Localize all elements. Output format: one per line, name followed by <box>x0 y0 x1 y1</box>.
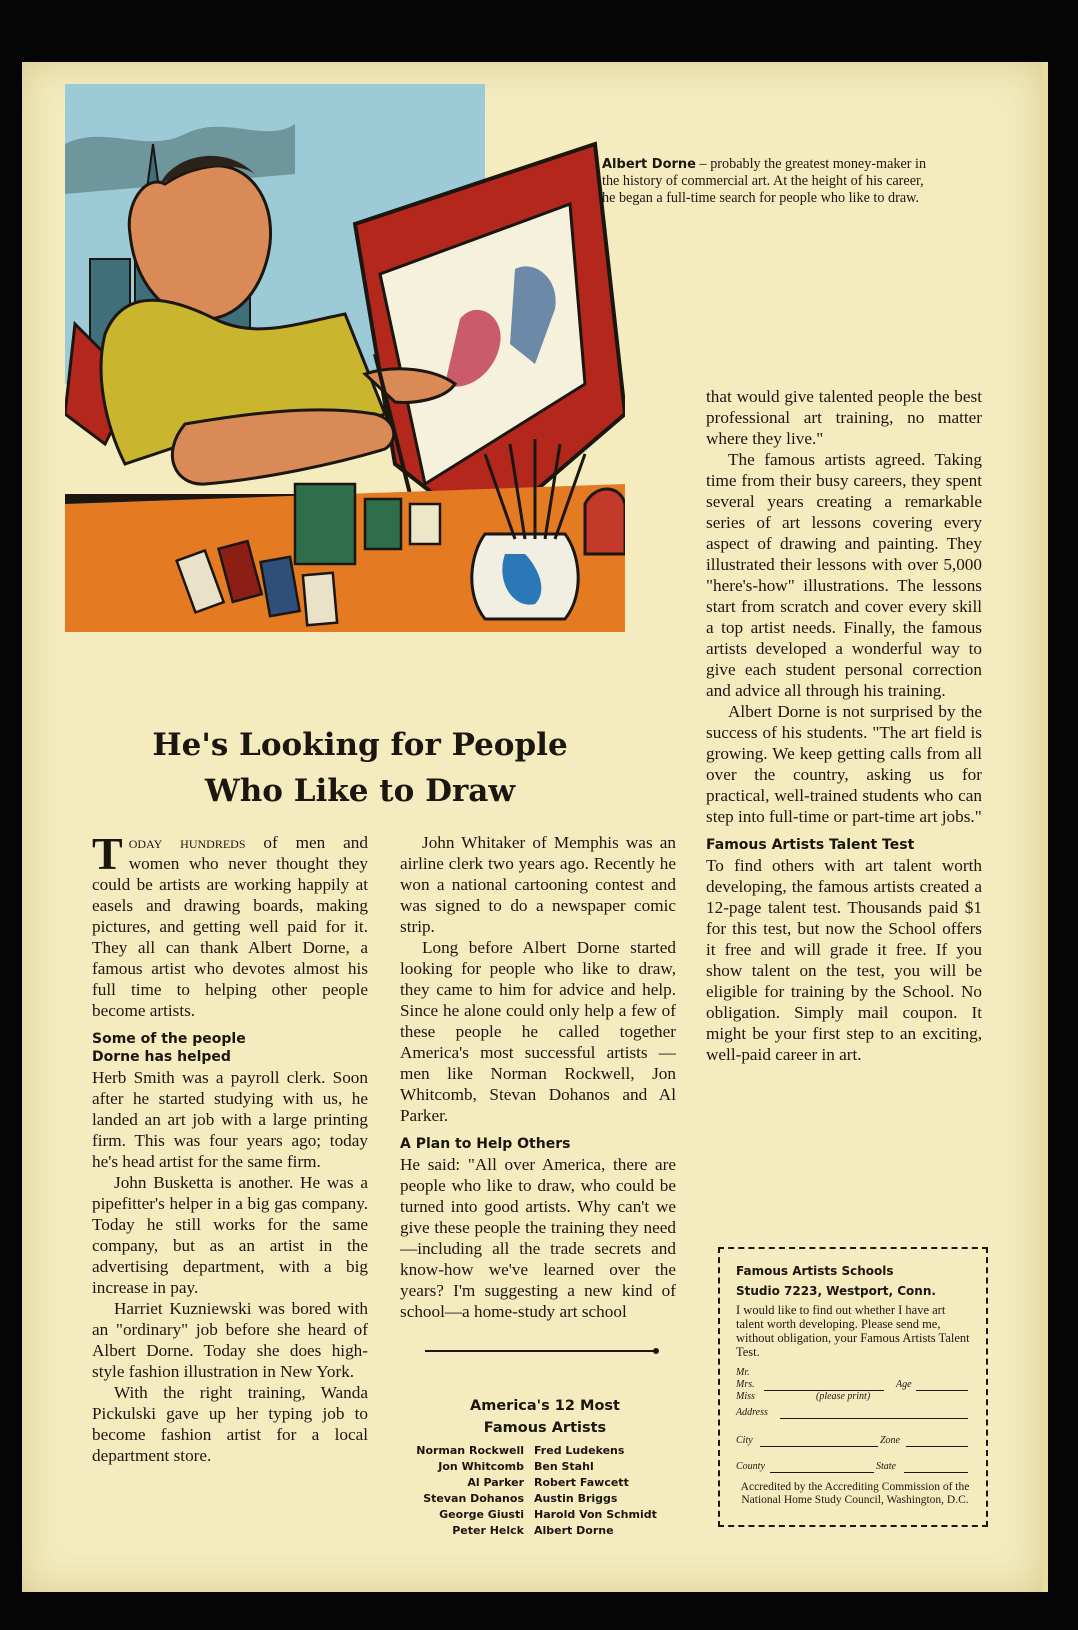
label-address: Address <box>736 1407 768 1418</box>
accreditation-note: Accredited by the Accrediting Commission of the National Home Study Council, Washington, D.C. <box>740 1481 970 1506</box>
paragraph-harriet-kuzniewski: Harriet Kuzniewski was bored with an "ordinary" job before she heard of Albert Dorne. Today she does high-style fashion illustration in New York. <box>92 1299 368 1381</box>
subhead-talent-test: Famous Artists Talent Test <box>706 837 915 853</box>
column-3 <box>706 386 982 1065</box>
paragraph-john-whitaker: John Whitaker of Memphis was an airline clerk two years ago. Recently he won a national cartooning contest and was signed to do a newspaper comic strip. <box>400 833 676 936</box>
paragraph-he-said: He said: "All over America, there are people who like to draw, who could be turned into good artists. Why can't we give these people the training they need—including all the trade secrets and know-how we've learned over the years? I'm suggesting a new kind of school—a home-study art school <box>400 1155 676 1321</box>
label-mrs: Mrs. <box>736 1379 755 1390</box>
drop-cap: T <box>92 828 123 879</box>
label-county: County <box>736 1461 765 1472</box>
coupon-request-text: I would like to find out whether I have art talent worth developing. Please send me, without obligation, your Famous Artists Talent Test. <box>736 1303 970 1359</box>
city-field[interactable] <box>760 1446 878 1447</box>
artist-name: Ben Stahl <box>534 1460 594 1473</box>
artist-arm <box>172 410 393 484</box>
subhead-helped <box>92 1029 368 1067</box>
artist-name: Fred Ludekens <box>534 1444 625 1457</box>
artist-row <box>398 1443 688 1459</box>
lead-caps: oday hundreds <box>128 833 246 852</box>
paragraph-herb-smith: Herb Smith was a payroll clerk. Soon after he started studying with us, he landed an art job with a large printing firm. This was four years ago; today he's head artist for the same firm. <box>92 1068 368 1171</box>
artist-name: Robert Fawcett <box>534 1476 629 1489</box>
artist-name: Harold Von Schmidt <box>534 1508 657 1521</box>
label-age: Age <box>896 1379 912 1390</box>
bowl <box>585 489 625 554</box>
artist-name: Peter Helck <box>452 1524 524 1537</box>
artist-row <box>398 1475 688 1491</box>
artist-name: Stevan Dohanos <box>423 1492 524 1505</box>
paragraph-john-busketta: John Busketta is another. He was a pipefitter's helper in a big gas company. Today he still works for the same company, but as an artist in the advertising department, with a big increase in pay. <box>92 1173 368 1297</box>
famous-artists-title-line-2: Famous Artists <box>483 1420 607 1436</box>
famous-artists-title <box>420 1395 670 1439</box>
artist-row <box>398 1523 688 1539</box>
illustration-caption <box>602 156 932 207</box>
state-field[interactable] <box>904 1472 968 1473</box>
headline-line-1: He's Looking for People <box>152 727 568 763</box>
coupon-studio-address: Studio 7223, Westport, Conn. <box>736 1284 936 1298</box>
intro-text: of men and women who never thought they could be artists are working happily at easels and drawing boards, making pictures, and getting well paid for it. They all can thank Albert Dorne, a famous artist who devotes almost his full time to helping other people become artists. <box>92 833 368 1020</box>
caption-name: Albert Dorne <box>602 157 696 172</box>
subhead-helped-line-2: Dorne has helped <box>92 1049 231 1065</box>
subhead-plan: A Plan to Help Others <box>400 1136 571 1152</box>
label-zone: Zone <box>880 1435 900 1446</box>
artist-name: Norman Rockwell <box>416 1444 524 1457</box>
county-field[interactable] <box>770 1472 874 1473</box>
label-state: State <box>876 1461 896 1472</box>
artist-name: Albert Dorne <box>534 1524 614 1537</box>
famous-artists-list <box>398 1443 688 1539</box>
subhead-helped-line-1: Some of the people <box>92 1031 246 1047</box>
famous-artists-title-line-1: America's 12 Most <box>470 1398 620 1414</box>
age-field[interactable] <box>916 1390 968 1391</box>
label-please-print: (please print) <box>816 1391 871 1402</box>
divider-rule <box>425 1350 655 1352</box>
paragraph-wanda-pickulski: With the right training, Wanda Pickulski gave up her typing job to become fashion artist for a local department store. <box>92 1383 368 1465</box>
headline <box>110 722 610 814</box>
artist-row <box>398 1491 688 1507</box>
artist-row <box>398 1507 688 1523</box>
artist-at-easel-illustration <box>65 84 625 632</box>
address-field[interactable] <box>780 1418 968 1419</box>
mail-in-coupon[interactable] <box>718 1247 988 1527</box>
caption-text: – probably the greatest money-maker in the history of commercial art. At the height of his career, he began a full-time search for people who like to draw. <box>602 156 927 206</box>
label-mr: Mr. <box>736 1367 750 1378</box>
artist-name: Jon Whitcomb <box>438 1460 524 1473</box>
paragraph-talent-test: To find others with art talent worth developing, the famous artists created a 12-page talent test. Thousands paid $1 for this test, but now the School offers it free and will grade it free. If you show talent on the test, you will be eligible for training by the School. No obligation. Simply mail coupon. It might be your first step to an exciting, well-paid career in art. <box>706 856 982 1064</box>
label-miss: Miss <box>736 1391 755 1402</box>
artist-name: Al Parker <box>467 1476 524 1489</box>
paragraph-dorne-advice: Long before Albert Dorne started looking for people who like to draw, they came to him for advice and help. Since he alone could only help a few of these people he called together America's most successful artists —men like Norman Rockwell, Jon Whitcomb, Stevan Dohanos and Al Parker. <box>400 938 676 1125</box>
artist-name: George Giusti <box>439 1508 524 1521</box>
zone-field[interactable] <box>906 1446 968 1447</box>
headline-line-2: Who Like to Draw <box>204 773 516 809</box>
paragraph-artists-agreed: The famous artists agreed. Taking time from their busy careers, they spent several years creating a remarkable series of art lessons covering every aspect of drawing and painting. They illustrated their lessons with over 5,000 "here's-how" illustrations. The lessons start from scratch and cover every skill a top artist needs. Finally, the famous artists developed a wonderful way to give each student personal correction and advice all through his training. <box>706 450 982 700</box>
artist-row <box>398 1459 688 1475</box>
coupon-school-name: Famous Artists Schools <box>736 1264 894 1278</box>
column-2 <box>400 832 676 1322</box>
label-city: City <box>736 1435 753 1446</box>
intro-paragraph <box>92 828 368 1021</box>
column-1 <box>92 828 368 1466</box>
paragraph-school-continued: that would give talented people the best professional art training, no matter where they live." <box>706 387 982 448</box>
paragraph-not-surprised: Albert Dorne is not surprised by the success of his students. "The art field is growing. We keep getting calls from all over the country, asking us for practical, well-trained students who can step into full-time or part-time art jobs." <box>706 702 982 826</box>
artist-name: Austin Briggs <box>534 1492 618 1505</box>
coupon-header <box>736 1261 936 1301</box>
